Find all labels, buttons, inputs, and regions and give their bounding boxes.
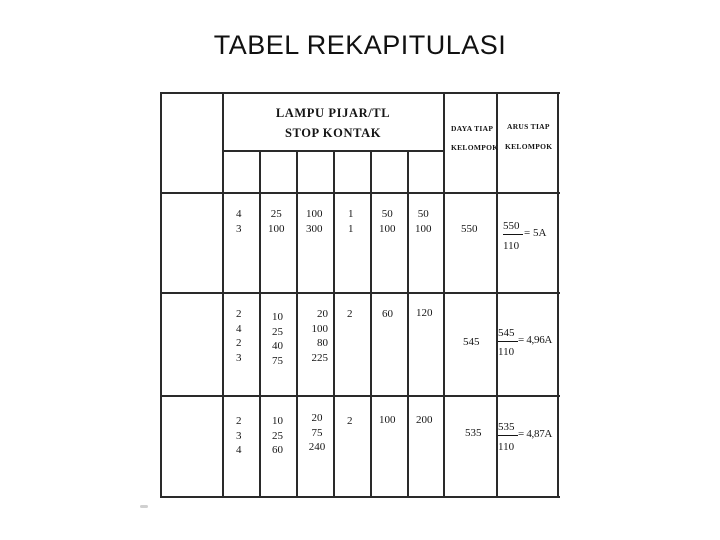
fraction-result: = 5A [524,227,547,239]
table-cell: 4 [236,208,242,220]
table-cell: 100 [379,414,396,426]
header-daya-line2: KELOMPOK [451,143,499,152]
table-cell: 60 [382,308,393,320]
table-cell: 75 [272,354,283,367]
table-divider-daya-col [443,92,445,498]
table-cell: 2 [347,308,353,320]
table-cell: 2 [236,308,242,320]
table-top-border [160,92,560,94]
table-cell: 2 [347,415,353,427]
table-cell: 300 [306,222,323,235]
table-cell: 100 [311,322,328,335]
table-divider-label-col [222,92,224,498]
table-bottom-border [160,496,560,498]
row1-col1 [236,207,242,236]
row3-arus [498,421,557,457]
table-cell: 1 [348,208,354,220]
row2-col5 [382,307,393,322]
row2-col1 [236,307,242,365]
table-cell: 10 [272,311,283,323]
row3-daya: 535 [465,427,482,439]
row3-col2 [272,414,283,458]
fraction-denominator: 110 [498,346,515,358]
table-cell: 20 [311,412,323,424]
scan-speck [140,505,148,508]
table-cell: 4 [236,444,242,456]
row3-col6 [416,413,433,428]
row1-arus [503,220,557,256]
row2-col3 [306,307,328,365]
row1-col4 [348,207,354,236]
table-cell: 240 [308,441,326,453]
subcol-divider-5 [407,150,409,496]
header-arus-line2: KELOMPOK [505,142,553,151]
fraction-denominator: 110 [498,441,515,453]
fraction-result: = 4,96A [518,334,553,346]
row3-col3 [305,411,329,455]
subcol-divider-3 [333,150,335,496]
row1-col6 [415,207,432,236]
fraction-numerator: 535 [498,421,515,433]
fraction-numerator: 550 [503,220,520,232]
table-cell: 25 [272,325,283,338]
table-cell: 2 [236,415,242,427]
table-cell: 100 [379,222,396,235]
table-cell: 3 [236,351,242,364]
row2-daya: 545 [463,336,480,348]
header-lamp-line1: LAMPU PIJAR/TL [275,106,391,120]
row1-daya: 550 [461,223,478,235]
row-divider-2 [160,395,560,397]
table-cell: 4 [236,322,242,335]
table-cell: 2 [236,337,242,349]
table-cell: 10 [272,415,283,427]
header-bottom-border [160,192,560,194]
fraction-bar [498,435,518,436]
table-cell: 25 [270,208,282,220]
table-cell: 40 [272,340,283,352]
row3-col1 [236,414,242,458]
table-cell: 225 [311,351,328,364]
header-lamp-line2: STOP KONTAK [284,126,382,140]
row1-col3 [306,207,323,236]
table-right-border [557,92,559,498]
table-cell: 60 [272,444,283,456]
header-daya-line1: DAYA TIAP [451,124,494,133]
row2-arus [498,327,557,363]
row2-col6 [416,306,433,321]
table-cell: 100 [415,222,432,235]
table-cell: 50 [381,208,393,220]
table-cell: 80 [317,337,328,349]
row3-col4 [347,414,353,429]
row1-col2 [268,207,285,236]
row2-col4 [347,307,353,322]
slide-title: TABEL REKAPITULASI [213,30,507,60]
table-cell: 25 [272,429,283,442]
fraction-bar [503,234,523,235]
subcol-divider-2 [296,150,298,496]
header-arus-line1: ARUS TIAP [507,122,550,131]
row3-col5 [379,413,396,428]
fraction-result: = 4,87A [518,428,553,440]
fraction-numerator: 545 [498,327,515,339]
table-cell: 3 [236,222,242,235]
fraction-denominator: 110 [503,240,520,252]
table-cell: 20 [317,308,328,320]
table-cell: 200 [416,414,433,426]
table-cell: 50 [417,208,429,220]
table-left-border [160,92,162,498]
table-cell: 3 [236,429,242,442]
row1-col5 [379,207,396,236]
subcol-divider-4 [370,150,372,496]
table-cell: 120 [416,307,433,319]
table-cell: 100 [268,222,285,235]
row-divider-1 [160,292,560,294]
table-cell: 75 [311,426,323,439]
subcol-divider-1 [259,150,261,496]
row2-col2 [272,310,283,368]
table-cell: 1 [348,222,354,235]
table-cell: 100 [306,208,323,220]
fraction-bar [498,341,518,342]
